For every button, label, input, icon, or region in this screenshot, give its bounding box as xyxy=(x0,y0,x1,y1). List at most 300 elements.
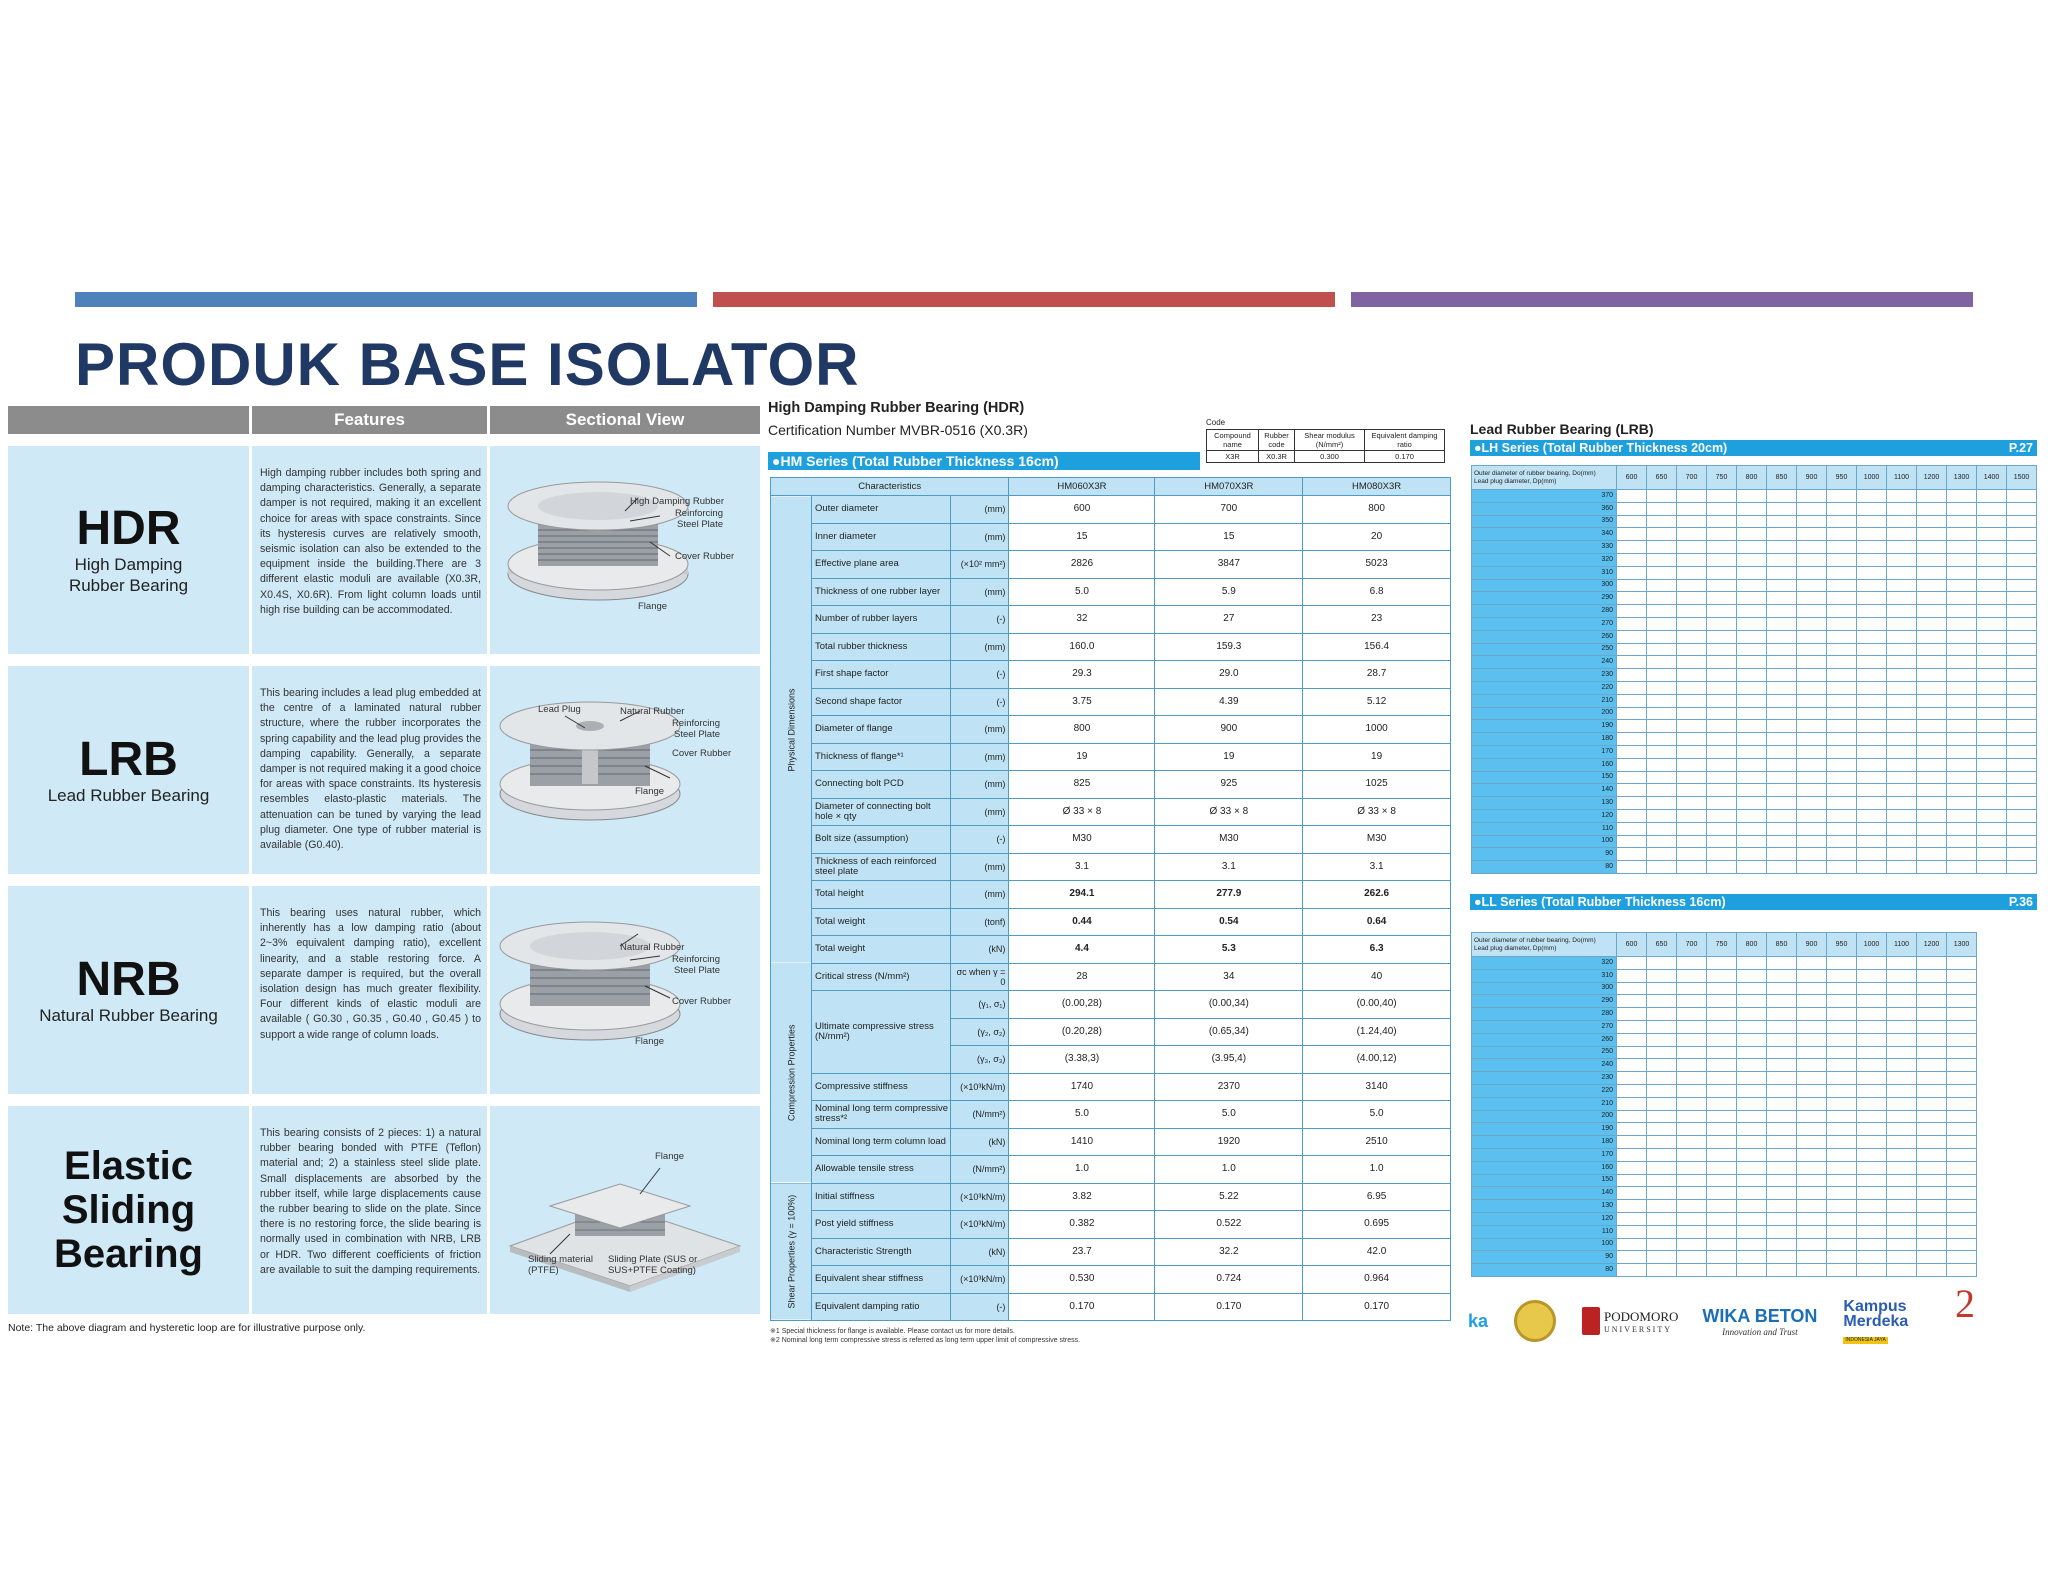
grid-cell xyxy=(1827,707,1857,720)
spec-label: First shape factor xyxy=(812,661,951,689)
grid-cell xyxy=(1737,835,1767,848)
hdr-section-view xyxy=(490,446,763,654)
indonesia-jaya-badge: INDONESIA JAYA xyxy=(1845,1336,1886,1343)
grid-cell xyxy=(1827,669,1857,682)
grid-cell xyxy=(1617,1110,1647,1123)
grid-cell xyxy=(1707,1238,1737,1251)
grid-cell xyxy=(1767,1225,1797,1238)
spec-value: 5.0 xyxy=(1009,578,1155,606)
grid-col-header: 1100 xyxy=(1887,466,1917,490)
grid-row xyxy=(1472,592,2037,605)
grid-cell xyxy=(1827,528,1857,541)
grid-cell xyxy=(1827,1084,1857,1097)
grid-cell xyxy=(1737,1059,1767,1072)
grid-cell xyxy=(1647,835,1677,848)
grid-cell xyxy=(1617,490,1647,503)
spec-value: 1.0 xyxy=(1303,1156,1451,1184)
grid-cell xyxy=(1797,1084,1827,1097)
grid-cell xyxy=(1857,1212,1887,1225)
spec-unit: (kN) xyxy=(950,1128,1009,1156)
spec-value: 1.0 xyxy=(1009,1156,1155,1184)
spec-value: 5.22 xyxy=(1155,1183,1303,1211)
grid-cell xyxy=(1647,1161,1677,1174)
grid-cell xyxy=(1617,809,1647,822)
grid-cell xyxy=(1827,656,1857,669)
spec-unit: (×10³kN/m) xyxy=(950,1266,1009,1294)
grid-cell xyxy=(1857,515,1887,528)
grid-cell xyxy=(1707,1008,1737,1021)
grid-cell xyxy=(1917,848,1947,861)
grid-cell xyxy=(1947,643,1977,656)
grid-cell xyxy=(1707,643,1737,656)
grid-cell xyxy=(1707,982,1737,995)
grid-cell xyxy=(1707,1046,1737,1059)
grid-cell xyxy=(1647,733,1677,746)
grid-cell xyxy=(1647,553,1677,566)
grid-cell xyxy=(1617,982,1647,995)
spec-row xyxy=(771,991,1451,1019)
nrb-section-view xyxy=(490,886,763,1094)
model-header: HM060X3R xyxy=(1009,478,1155,496)
grid-cell xyxy=(1737,720,1767,733)
grid-cell xyxy=(2007,528,2037,541)
grid-cell xyxy=(1647,1072,1677,1085)
grid-cell xyxy=(1737,1161,1767,1174)
model-header: HM080X3R xyxy=(1303,478,1451,496)
grid-cell xyxy=(1647,1212,1677,1225)
grid-cell xyxy=(2007,694,2037,707)
grid-header-row xyxy=(1472,933,1977,957)
grid-cell xyxy=(1767,592,1797,605)
grid-row-label: 310 xyxy=(1472,969,1617,982)
grid-cell xyxy=(1677,1046,1707,1059)
grid-cell xyxy=(1917,1238,1947,1251)
grid-row xyxy=(1472,630,2037,643)
grid-cell xyxy=(1947,861,1977,874)
ll-series-bar xyxy=(1470,894,2037,910)
spec-header-row xyxy=(771,478,1451,496)
code-table xyxy=(1206,429,1445,463)
grid-cell xyxy=(1917,541,1947,554)
spec-value: 1920 xyxy=(1155,1128,1303,1156)
grid-cell xyxy=(1827,566,1857,579)
grid-cell xyxy=(2007,745,2037,758)
spec-value: M30 xyxy=(1009,826,1155,854)
grid-cell xyxy=(1857,797,1887,810)
grid-col-header: 950 xyxy=(1827,466,1857,490)
grid-cell xyxy=(1737,528,1767,541)
grid-cell xyxy=(2007,490,2037,503)
grid-cell xyxy=(1617,566,1647,579)
grid-cell xyxy=(1947,566,1977,579)
grid-cell xyxy=(1887,771,1917,784)
grid-cell xyxy=(1977,745,2007,758)
grid-cell xyxy=(1827,1161,1857,1174)
grid-cell xyxy=(1617,771,1647,784)
spec-value: 294.1 xyxy=(1009,881,1155,909)
grid-row-label: 300 xyxy=(1472,982,1617,995)
spec-label: Allowable tensile stress xyxy=(812,1156,951,1184)
grid-cell xyxy=(1917,758,1947,771)
grid-cell xyxy=(1647,861,1677,874)
grid-row-label: 100 xyxy=(1472,835,1617,848)
grid-cell xyxy=(1947,835,1977,848)
grid-row-label: 130 xyxy=(1472,1200,1617,1213)
wika-beton-logo xyxy=(1702,1306,1817,1337)
grid-cell xyxy=(1857,669,1887,682)
grid-cell xyxy=(1677,617,1707,630)
grid-cell xyxy=(1617,592,1647,605)
grid-cell xyxy=(1647,694,1677,707)
grid-cell xyxy=(1827,969,1857,982)
spec-value: 156.4 xyxy=(1303,633,1451,661)
podomoro-logo xyxy=(1582,1307,1678,1335)
grid-cell xyxy=(1977,566,2007,579)
spec-row xyxy=(771,716,1451,744)
grid-cell xyxy=(1917,1084,1947,1097)
code-value: 0.300 xyxy=(1295,451,1365,463)
grid-cell xyxy=(1677,579,1707,592)
grid-cell xyxy=(1917,502,1947,515)
grid-cell xyxy=(1857,861,1887,874)
spec-row xyxy=(771,633,1451,661)
grid-cell xyxy=(1617,1033,1647,1046)
grid-cell xyxy=(1947,1033,1977,1046)
grid-cell xyxy=(1947,1046,1977,1059)
grid-cell xyxy=(1827,957,1857,970)
grid-row-label: 240 xyxy=(1472,656,1617,669)
outer-diameter-label: Outer diameter of rubber bearing, Do(mm) xyxy=(1474,469,1596,477)
grid-row xyxy=(1472,1251,1977,1264)
nrb-label-2: Reinforcing Steel Plate xyxy=(671,954,720,976)
code-header: Compound name xyxy=(1207,430,1259,451)
grid-cell xyxy=(1947,541,1977,554)
grid-cell xyxy=(1977,681,2007,694)
grid-cell xyxy=(1887,1123,1917,1136)
grid-cell xyxy=(1767,1187,1797,1200)
ll-series-grid xyxy=(1471,932,1977,1277)
grid-cell xyxy=(1857,630,1887,643)
grid-cell xyxy=(1707,1264,1737,1277)
ll-page-ref: P.36 xyxy=(2008,895,2033,909)
grid-cell xyxy=(1677,1161,1707,1174)
grid-cell xyxy=(1767,861,1797,874)
grid-cell xyxy=(1977,617,2007,630)
grid-cell xyxy=(1767,490,1797,503)
grid-row-label: 340 xyxy=(1472,528,1617,541)
grid-row xyxy=(1472,969,1977,982)
spec-row xyxy=(771,1101,1451,1129)
top-bar-purple xyxy=(1351,292,1973,307)
code-header: Rubber code xyxy=(1259,430,1295,451)
grid-cell xyxy=(1737,1020,1767,1033)
grid-cell xyxy=(1827,515,1857,528)
grid-cell xyxy=(1917,1097,1947,1110)
spec-row xyxy=(771,688,1451,716)
grid-cell xyxy=(1887,643,1917,656)
grid-cell xyxy=(1767,1238,1797,1251)
grid-cell xyxy=(1767,1020,1797,1033)
grid-cell xyxy=(1767,720,1797,733)
grid-cell xyxy=(1857,745,1887,758)
spec-unit: (mm) xyxy=(950,523,1009,551)
grid-cell xyxy=(1647,579,1677,592)
grid-row xyxy=(1472,541,2037,554)
grid-row-label: 180 xyxy=(1472,1136,1617,1149)
grid-cell xyxy=(1677,995,1707,1008)
grid-row-label: 90 xyxy=(1472,1251,1617,1264)
grid-cell xyxy=(1617,707,1647,720)
grid-cell xyxy=(1827,1020,1857,1033)
grid-cell xyxy=(2007,733,2037,746)
grid-cell xyxy=(1827,982,1857,995)
grid-cell xyxy=(1677,515,1707,528)
grid-cell xyxy=(1977,605,2007,618)
grid-cell xyxy=(1947,995,1977,1008)
spec-unit: (N/mm²) xyxy=(950,1101,1009,1129)
grid-cell xyxy=(1707,669,1737,682)
spec-label: Nominal long term compressive stress*² xyxy=(812,1101,951,1129)
spec-row xyxy=(771,771,1451,799)
grid-cell xyxy=(1797,1136,1827,1149)
grid-cell xyxy=(1947,605,1977,618)
grid-cell xyxy=(1797,1174,1827,1187)
grid-cell xyxy=(1737,1238,1767,1251)
grid-cell xyxy=(2007,617,2037,630)
grid-cell xyxy=(1797,720,1827,733)
grid-cell xyxy=(1767,982,1797,995)
footnote-2: ※2 Nominal long term compressive stress is referred as long term upper limit of compressive stress. xyxy=(770,1337,1081,1344)
grid-cell xyxy=(1977,553,2007,566)
page-title: PRODUK BASE ISOLATOR xyxy=(75,331,860,398)
grid-cell xyxy=(1917,720,1947,733)
spec-value: M30 xyxy=(1303,826,1451,854)
grid-cell xyxy=(1737,982,1767,995)
grid-cell xyxy=(2007,553,2037,566)
spec-label: Thickness of each reinforced steel plate xyxy=(812,853,951,881)
grid-cell xyxy=(1737,592,1767,605)
grid-cell xyxy=(1977,579,2007,592)
grid-cell xyxy=(1857,1136,1887,1149)
grid-cell xyxy=(1737,1174,1767,1187)
panel-header xyxy=(8,406,763,434)
grid-cell xyxy=(1617,1251,1647,1264)
spec-value: 28 xyxy=(1009,963,1155,991)
spec-label: Inner diameter xyxy=(812,523,951,551)
grid-cell xyxy=(1677,784,1707,797)
grid-cell xyxy=(1977,809,2007,822)
grid-cell xyxy=(1947,733,1977,746)
grid-cell xyxy=(1917,809,1947,822)
grid-col-header: 700 xyxy=(1677,466,1707,490)
grid-row-label: 140 xyxy=(1472,784,1617,797)
grid-cell xyxy=(1767,1161,1797,1174)
spec-unit: (-) xyxy=(950,661,1009,689)
grid-cell xyxy=(1737,1072,1767,1085)
grid-cell xyxy=(1617,720,1647,733)
grid-cell xyxy=(1617,541,1647,554)
grid-cell xyxy=(1917,669,1947,682)
grid-cell xyxy=(1947,1225,1977,1238)
grid-cell xyxy=(1827,605,1857,618)
grid-cell xyxy=(1947,502,1977,515)
grid-cell xyxy=(1887,1148,1917,1161)
grid-col-header: 800 xyxy=(1737,933,1767,957)
spec-row xyxy=(771,496,1451,524)
grid-cell xyxy=(1767,758,1797,771)
grid-cell xyxy=(1707,1174,1737,1187)
nrb-fullname: Natural Rubber Bearing xyxy=(39,1005,218,1025)
grid-cell xyxy=(1707,490,1737,503)
grid-cell xyxy=(1887,1110,1917,1123)
grid-row xyxy=(1472,553,2037,566)
grid-cell xyxy=(1767,1059,1797,1072)
grid-cell xyxy=(1797,982,1827,995)
grid-cell xyxy=(1767,848,1797,861)
grid-cell xyxy=(1857,1251,1887,1264)
grid-col-header: 1300 xyxy=(1947,933,1977,957)
grid-cell xyxy=(1737,617,1767,630)
grid-cell xyxy=(1887,835,1917,848)
grid-cell xyxy=(1677,957,1707,970)
grid-cell xyxy=(1707,1033,1737,1046)
spec-value: 5.12 xyxy=(1303,688,1451,716)
grid-cell xyxy=(1737,1046,1767,1059)
podomoro-text xyxy=(1604,1309,1678,1334)
grid-cell xyxy=(1677,982,1707,995)
grid-row-label: 290 xyxy=(1472,592,1617,605)
grid-cell xyxy=(1887,1264,1917,1277)
grid-cell xyxy=(1947,1148,1977,1161)
grid-cell xyxy=(1797,1097,1827,1110)
grid-cell xyxy=(1707,745,1737,758)
grid-cell xyxy=(1887,566,1917,579)
grid-cell xyxy=(1767,617,1797,630)
grid-cell xyxy=(1797,733,1827,746)
spec-unit: (mm) xyxy=(950,578,1009,606)
grid-cell xyxy=(1827,1097,1857,1110)
grid-cell xyxy=(1767,669,1797,682)
grid-cell xyxy=(1917,797,1947,810)
grid-row xyxy=(1472,579,2037,592)
grid-cell xyxy=(1947,1020,1977,1033)
grid-cell xyxy=(1737,707,1767,720)
grid-col-header: 850 xyxy=(1767,466,1797,490)
spec-value: 0.724 xyxy=(1155,1266,1303,1294)
grid-row-label: 290 xyxy=(1472,995,1617,1008)
spec-row xyxy=(771,1156,1451,1184)
spec-label: Effective plane area xyxy=(812,551,951,579)
grid-cell xyxy=(1887,707,1917,720)
grid-cell xyxy=(1857,822,1887,835)
spec-value: 3140 xyxy=(1303,1073,1451,1101)
spec-value: 0.382 xyxy=(1009,1211,1155,1239)
grid-cell xyxy=(1767,745,1797,758)
hdr-label-2: Reinforcing Steel Plate xyxy=(674,508,723,530)
grid-row xyxy=(1472,605,2037,618)
grid-cell xyxy=(1977,694,2007,707)
grid-row xyxy=(1472,1046,1977,1059)
grid-cell xyxy=(1947,957,1977,970)
grid-cell xyxy=(1827,861,1857,874)
illustration-note: Note: The above diagram and hysteretic loop are for illustrative purpose only. xyxy=(8,1322,366,1334)
grid-row xyxy=(1472,758,2037,771)
grid-cell xyxy=(1857,707,1887,720)
grid-cell xyxy=(1797,1264,1827,1277)
grid-cell xyxy=(1707,1187,1737,1200)
grid-row xyxy=(1472,1020,1977,1033)
grid-cell xyxy=(1647,771,1677,784)
grid-cell xyxy=(1857,1174,1887,1187)
spec-row xyxy=(771,881,1451,909)
grid-cell xyxy=(1707,1072,1737,1085)
grid-row xyxy=(1472,822,2037,835)
grid-cell xyxy=(1827,835,1857,848)
spec-label: Bolt size (assumption) xyxy=(812,826,951,854)
grid-cell xyxy=(1737,969,1767,982)
grid-cell xyxy=(1977,643,2007,656)
grid-cell xyxy=(1797,1123,1827,1136)
grid-cell xyxy=(1707,1084,1737,1097)
grid-cell xyxy=(1707,617,1737,630)
grid-row xyxy=(1472,720,2037,733)
grid-cell xyxy=(1677,656,1707,669)
grid-cell xyxy=(1887,656,1917,669)
spec-row xyxy=(771,523,1451,551)
spec-value: 4.39 xyxy=(1155,688,1303,716)
grid-row-label: 130 xyxy=(1472,797,1617,810)
grid-cell xyxy=(1917,784,1947,797)
page-number: 2 xyxy=(1955,1281,1975,1326)
grid-cell xyxy=(1677,681,1707,694)
grid-row xyxy=(1472,490,2037,503)
spec-label: Total weight xyxy=(812,908,951,936)
grid-cell xyxy=(1917,1033,1947,1046)
spec-group-label: Shear Properties (γ = 100%) xyxy=(771,1183,812,1321)
spec-unit: (kN) xyxy=(950,936,1009,964)
grid-row-label: 210 xyxy=(1472,694,1617,707)
grid-col-header: 750 xyxy=(1707,466,1737,490)
grid-cell xyxy=(1737,1084,1767,1097)
grid-cell xyxy=(1707,528,1737,541)
grid-cell xyxy=(1677,861,1707,874)
spec-value: 800 xyxy=(1303,496,1451,524)
grid-row xyxy=(1472,643,2037,656)
grid-cell xyxy=(1917,1046,1947,1059)
grid-cell xyxy=(1797,861,1827,874)
grid-cell xyxy=(1707,694,1737,707)
podomoro-mark-icon xyxy=(1582,1307,1600,1335)
grid-cell xyxy=(1647,643,1677,656)
outer-diameter-label: Outer diameter of rubber bearing, Do(mm) xyxy=(1474,936,1596,944)
bearing-types-panel xyxy=(8,406,763,1314)
grid-row-label: 160 xyxy=(1472,1161,1617,1174)
grid-row-label: 190 xyxy=(1472,1123,1617,1136)
code-value: X0.3R xyxy=(1259,451,1295,463)
grid-cell xyxy=(1677,969,1707,982)
grid-cell xyxy=(1887,528,1917,541)
hdr-code: HDR xyxy=(76,502,181,555)
grid-cell xyxy=(1677,1033,1707,1046)
grid-cell xyxy=(1827,1136,1857,1149)
grid-cell xyxy=(1797,745,1827,758)
grid-cell xyxy=(1737,809,1767,822)
grid-cell xyxy=(1737,566,1767,579)
grid-cell xyxy=(1647,1174,1677,1187)
grid-row-label: 80 xyxy=(1472,1264,1617,1277)
grid-row xyxy=(1472,1187,1977,1200)
spec-row xyxy=(771,743,1451,771)
